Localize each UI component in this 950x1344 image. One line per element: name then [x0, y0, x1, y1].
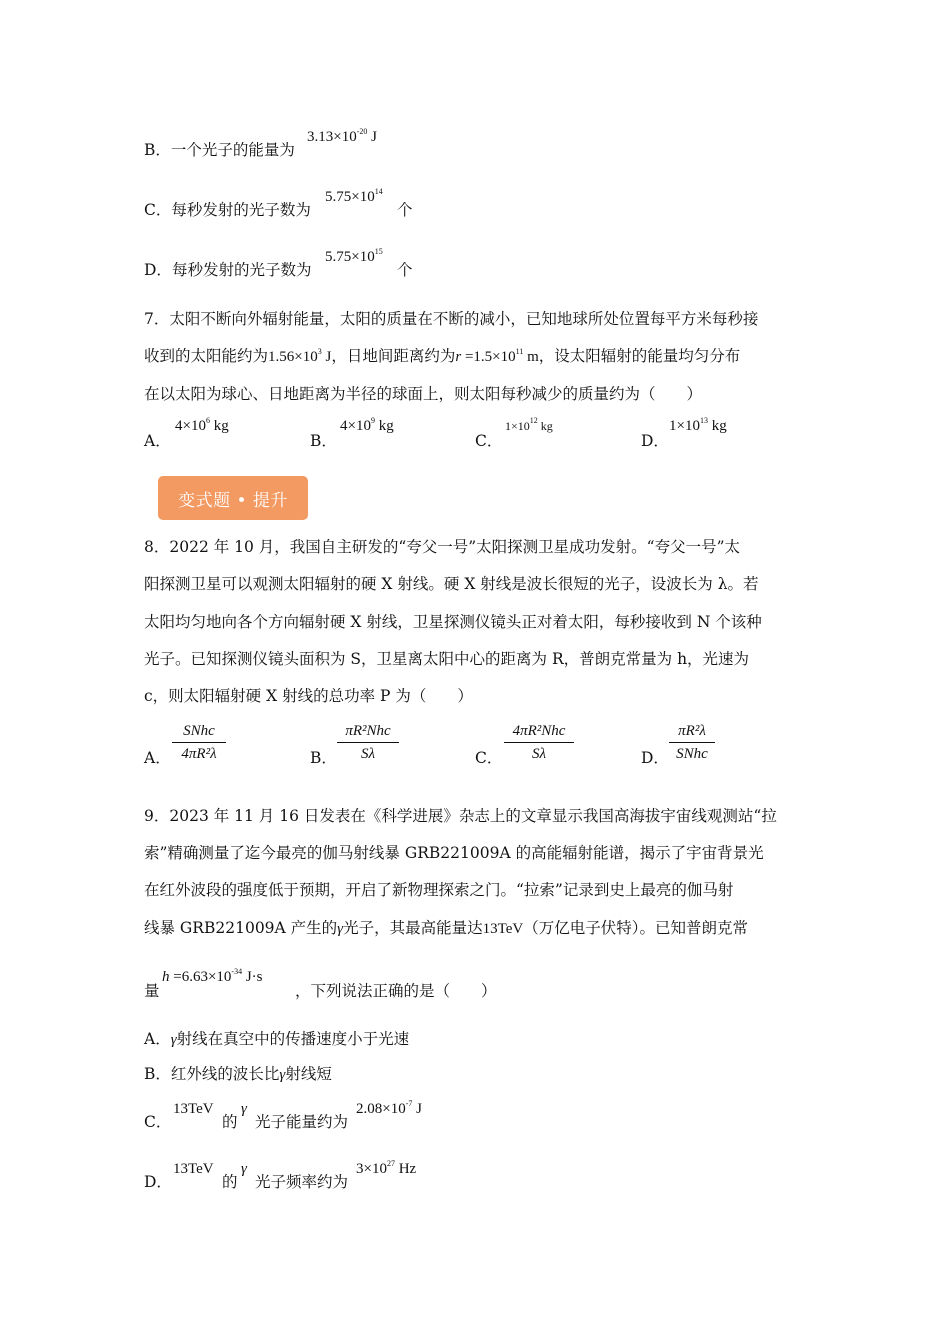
math-exp: 11 — [515, 347, 524, 356]
math-unit: kg — [711, 418, 727, 434]
math-var: r — [455, 349, 462, 365]
q9-option-c-energy: 13TeV — [173, 1101, 214, 1117]
math-unit: m — [527, 349, 539, 365]
fraction-numerator: πR²Nhc — [345, 723, 391, 739]
math-unit: kg — [540, 419, 553, 433]
q6-c-math — [325, 188, 383, 208]
q7-line-3: 在以太阳为球心、日地距离为半径的球面上，则太阳每秒减少的质量约为（ ） — [144, 385, 703, 403]
q9-line-5 — [144, 981, 160, 1001]
q8-option-a-label: A． — [144, 749, 171, 767]
math-unit: kg — [378, 418, 394, 434]
text-segment: 的 — [222, 1113, 238, 1131]
gamma-symbol: γ — [241, 1101, 247, 1117]
gamma-symbol: γ — [337, 921, 344, 937]
fraction-numerator: 4πR²Nhc — [512, 723, 566, 739]
math-base: =6.63×10 — [173, 969, 232, 985]
option-text: 红外线的波长比 — [170, 1065, 280, 1083]
q9-line-3: 在红外波段的强度低于预期，开启了新物理探索之门。“拉索”记录到史上最亮的伽马射 — [144, 881, 734, 899]
q9-option-d-gamma — [241, 1160, 247, 1178]
q9-option-c-gamma — [241, 1100, 247, 1118]
text-segment: 光子，其最高能量达 — [343, 919, 483, 937]
fraction-numerator: SNhc — [183, 723, 215, 739]
fraction-bar — [504, 742, 574, 743]
q9-line-2: 索”精确测量了迄今最亮的伽马射线暴 GRB221009A 的高能辐射能谱，揭示了宇宙背景光 — [144, 844, 764, 862]
math-exp: 15 — [374, 247, 383, 256]
text-segment: ，设太阳辐射的能量均匀分布 — [538, 347, 741, 365]
math-base: 4×10 — [340, 418, 371, 434]
math-base: 1.56×10 — [268, 349, 318, 365]
text-segment: 量 — [144, 982, 160, 1000]
fraction-denominator: SNhc — [676, 746, 708, 762]
option-text: 射线在真空中的传播速度小于光速 — [176, 1030, 410, 1048]
math-base: 1×10 — [669, 418, 700, 434]
q8-line-5: c，则太阳辐射硬 X 射线的总功率 P 为（ ） — [144, 687, 473, 705]
q7-option-d-math — [669, 417, 727, 437]
math-unit: Hz — [398, 1161, 417, 1177]
q7-option-b-math — [340, 417, 394, 437]
q8-option-d-label: D． — [641, 749, 669, 767]
math-var: h — [162, 969, 170, 985]
math-exp: 12 — [529, 416, 538, 425]
q9-planck-math — [162, 968, 263, 988]
gamma-symbol: γ — [170, 1032, 177, 1048]
fraction-denominator: 4πR²λ — [181, 746, 217, 762]
text-segment: （万亿电子伏特）。已知普朗克常 — [523, 919, 748, 937]
math-base: 2.08×10 — [356, 1101, 406, 1117]
q7-option-a-label: A． — [144, 432, 171, 450]
option-text: 每秒发射的光子数为 — [171, 261, 312, 279]
fraction-bar — [337, 742, 399, 743]
q6-option-d — [144, 260, 311, 280]
math-exp: 9 — [370, 416, 375, 425]
fraction-bar — [172, 742, 226, 743]
math-unit: J — [325, 349, 332, 365]
q9-option-d-desc: 光子频率约为 — [255, 1173, 349, 1191]
q8-line-4: 光子。已知探测仪镜头面积为 S，卫星离太阳中心的距离为 R，普朗克常量为 h，光速为 — [144, 650, 750, 668]
q8-option-c-label: C． — [475, 749, 503, 767]
q6-option-b — [144, 140, 295, 160]
math-exp: -34 — [231, 967, 243, 976]
math-base: 5.75×10 — [325, 249, 375, 265]
q8-option-c-fraction — [504, 721, 574, 764]
q8-line-1: 8．2022 年 10 月，我国自主研发的“夸父一号”太阳探测卫星成功发射。“夸父一号”太 — [144, 538, 741, 556]
q7-line-1: 7．太阳不断向外辐射能量，太阳的质量在不断的减小，已知地球所处位置每平方米每秒接 — [144, 310, 759, 328]
q8-line-2: 阳探测卫星可以观测太阳辐射的硬 X 射线。硬 X 射线是波长很短的光子，设波长为 λ。若 — [144, 575, 759, 593]
math-exp: 14 — [374, 187, 383, 196]
q9-option-a — [144, 1029, 409, 1050]
option-text: 每秒发射的光子数为 — [171, 201, 311, 219]
q7-distance-math — [455, 349, 538, 365]
q9-option-b — [144, 1064, 332, 1085]
q7-option-d-label: D． — [641, 432, 669, 450]
math-base: =1.5×10 — [464, 349, 516, 365]
q7-option-a-math — [175, 417, 229, 437]
q8-option-d-fraction — [669, 721, 715, 764]
math-unit: J — [416, 1101, 422, 1117]
q9-option-c-desc: 光子能量约为 — [255, 1113, 349, 1131]
q6-b-math — [307, 128, 377, 148]
q7-option-c-math — [505, 417, 553, 437]
math-exp: 6 — [205, 416, 210, 425]
section-badge: 变式题 • 提升 — [158, 476, 308, 520]
text-segment: ，日地间距离约为 — [331, 347, 456, 365]
option-label: D． — [144, 261, 172, 279]
q7-line-2 — [144, 346, 740, 369]
fraction-denominator: Sλ — [532, 746, 546, 762]
q9-option-d-math — [356, 1160, 416, 1180]
q9-option-c-text — [222, 1112, 238, 1132]
q6-d-suffix: 个 — [397, 261, 413, 279]
q9-option-d-label: D． — [144, 1173, 172, 1191]
q9-line-5-tail: ，下列说法正确的是（ ） — [295, 982, 497, 1000]
fraction-numerator: πR²λ — [678, 723, 706, 739]
q9-option-c-math — [356, 1100, 422, 1120]
math-unit: J — [371, 129, 377, 145]
q8-option-b-fraction — [337, 721, 399, 764]
fraction-bar — [669, 742, 715, 743]
math-exp: 27 — [386, 1159, 395, 1168]
q6-option-c — [144, 200, 311, 220]
energy-value: 13TeV — [482, 921, 524, 937]
math-exp: 13 — [699, 416, 708, 425]
math-base: 1×10 — [505, 419, 530, 433]
q7-energy-math — [268, 349, 331, 365]
option-label: B． — [144, 141, 171, 159]
q6-d-math — [325, 248, 383, 268]
q9-option-c-label: C． — [144, 1113, 172, 1131]
text-segment: 线暴 GRB221009A 产生的 — [144, 919, 338, 937]
q9-option-d-text — [222, 1172, 238, 1192]
gamma-symbol: γ — [279, 1067, 286, 1083]
math-base: 4×10 — [175, 418, 206, 434]
option-label: C． — [144, 201, 172, 219]
math-base: 5.75×10 — [325, 189, 375, 205]
q7-option-c-label: C． — [475, 432, 503, 450]
q9-option-d-energy: 13TeV — [173, 1161, 214, 1177]
q6-c-suffix: 个 — [397, 201, 413, 219]
q9-line-4 — [144, 918, 748, 939]
q8-option-a-fraction — [172, 721, 226, 764]
math-exp: -20 — [356, 127, 368, 136]
q7-option-b-label: B． — [310, 432, 337, 450]
math-exp: 3 — [317, 347, 322, 356]
math-unit: J·s — [245, 969, 263, 985]
gamma-symbol: γ — [241, 1161, 247, 1177]
fraction-denominator: Sλ — [361, 746, 375, 762]
math-base: 3.13×10 — [307, 129, 357, 145]
q8-line-3: 太阳均匀地向各个方向辐射硬 X 射线，卫星探测仪镜头正对着太阳，每秒接收到 N 个该种 — [144, 613, 762, 631]
text-segment: 收到的太阳能约为 — [144, 347, 269, 365]
option-text: 射线短 — [285, 1065, 332, 1083]
q9-line-1: 9．2023 年 11 月 16 日发表在《科学进展》杂志上的文章显示我国高海拔宇宙线观测站“拉 — [144, 807, 777, 825]
math-exp: -7 — [405, 1099, 413, 1108]
math-base: 3×10 — [356, 1161, 387, 1177]
q8-option-b-label: B． — [310, 749, 337, 767]
option-label: B． — [144, 1065, 171, 1083]
math-unit: kg — [213, 418, 229, 434]
option-text: 一个光子的能量为 — [170, 141, 295, 159]
text-segment: 的 — [222, 1173, 238, 1191]
option-label: A． — [144, 1030, 171, 1048]
